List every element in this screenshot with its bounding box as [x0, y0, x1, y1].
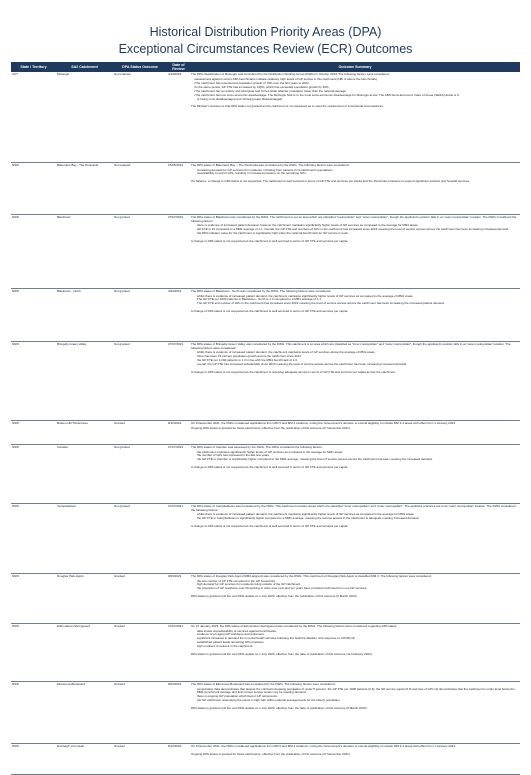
- summary-paragraph: The DPA status of Batemans Bay – The Peninsula was considered by the DWG. The following factors were considered:: [191, 162, 350, 167]
- summary-paragraph: A change to DPA status is not supported as the catchment is well serviced in terms of GP FTE and services per capita.: [191, 238, 349, 243]
- table-row: [11, 444, 520, 503]
- summary-cell: [190, 623, 520, 681]
- summary-paragraph: The GP FTE per 1000 patients in Blacktown - North is 1.4 compared to a MM1 average of 1.1.: [197, 297, 322, 302]
- state-cell: NSW: [11, 573, 56, 623]
- summary-paragraph: whilst there is evidence of increased patient demand, the catchment maintains levels of GP services above the average of MM1 areas.: [197, 350, 376, 355]
- state-cell: NSW: [11, 623, 56, 681]
- table-row: [11, 341, 520, 420]
- state-cell: NSW: [11, 162, 56, 214]
- summary-cell: [190, 420, 520, 444]
- summary-paragraph: high numbers of retirees in the catchment.: [197, 644, 254, 649]
- summary-cell: [190, 503, 520, 573]
- state-cell: NSW: [11, 420, 56, 444]
- status-cell: Not granted: [113, 503, 167, 573]
- summary-paragraph: (1 being most disadvantaged and 10 being least disadvantaged).: [197, 96, 284, 101]
- summary-paragraph: the low number of GP FTE compared to the GP household.: [197, 578, 276, 583]
- summary-paragraph: On 27 January 2023, the DPA status of Edmondson-Springwood was considered by the DWG. The following factors were considered regarding DPA status:: [191, 623, 398, 628]
- summary-paragraph: On 8 December 2021, the DWG considered applications from MM 5 and MM 4 locations, noting the Government's decision to extend eligibility to include MM 3-4 areas with effect from 1 January 2023.: [191, 743, 456, 748]
- summary-paragraph: increasing demand for GP services from patients, including from patients from catchments populations.: [197, 167, 334, 172]
- document-title-line-2: Exceptional Circumstances Review (ECR) Outcomes: [118, 42, 413, 56]
- catchment-cell: Molonglo: [56, 72, 113, 162]
- state-cell: NSW: [11, 288, 56, 341]
- table-row: [11, 573, 520, 623]
- summary-paragraph: evidence of an aging GP workforce and retirement.: [197, 632, 265, 637]
- catchment-cell: Camden: [56, 444, 113, 503]
- summary-paragraph: DPA status is granted until the next DPA update on 1 July 2023, effective from the publication of this outcome (9 March 2023).: [191, 593, 358, 598]
- summary-paragraph: data shows unpredictability of services against benchmarks.: [197, 628, 277, 633]
- header-state: State / Territory: [11, 62, 56, 72]
- document-title-line-1: Historical Distribution Priority Areas (DPA): [149, 25, 382, 39]
- summary-paragraph: Ongoing DPA status is granted for these catchments, effective from the publication of this outcome (27 December 2021).: [191, 425, 351, 430]
- summary-paragraph: comparative data demonstrates that despite the minimal increasing population of under 5 percent, the GP FTE per 1000 patients (0.6), the GP service capita (0.9) and loss of GPs (4) demonstrates that the catchment is under level below the MM1 benchmark average and that current service levels may be meeting demand.: [197, 686, 515, 695]
- catchment-cell: Blacktown - North: [56, 288, 113, 341]
- table-row: [11, 743, 520, 774]
- date-cell: 15/05/2023: [167, 162, 190, 214]
- catchment-cell: Ellenmere-Boulevard: [56, 681, 113, 743]
- summary-paragraph: the proportion of GP workforce over 60 working to retire over next and ten years have provided confirmed from one GP services.: [197, 586, 368, 591]
- summary-paragraph: high demand for GP services from patients living outside of the GP catchment.: [197, 582, 301, 587]
- catchment-cell: Everleigh -Cromwell: [56, 743, 113, 774]
- header-summary: Outcome Summary: [190, 62, 520, 72]
- table-row: [11, 72, 520, 162]
- summary-paragraph: established patient loads remaining GPs practices.: [197, 640, 265, 645]
- state-cell: NSW: [11, 214, 56, 288]
- summary-paragraph: On 8 December 2021, the DWG considered applications from MM 5 and MM 4 locations, noting the Government's decision to extend eligibility to include MM 3-4 areas with effect from 1 January 2023.: [191, 420, 456, 425]
- summary-paragraph: A change to DPA status is not supported as the catchment is well serviced in terms of GP FTE and services per capita.: [191, 523, 349, 528]
- summary-paragraph: there is evidence of increased patient demand, however the catchment maintains significantly higher levels of GP services as compared to the average for MM1 areas.: [197, 223, 419, 228]
- status-cell: Granted: [113, 420, 167, 444]
- summary-paragraph: The DPA status of Campbelltown was considered by the DWG. This catchment contains areas which are classified "inner metropolitan" and "outer metropolitan". The applicant practices are in an 'outer metropolitan' location. The DWG considered the following factors:: [191, 503, 516, 512]
- catchment-cell: Batemans Bay - The Peninsula: [56, 162, 113, 214]
- table-row: [11, 162, 520, 214]
- summary-cell: [190, 573, 520, 623]
- bullet-point: • In the same period, GP FTE has increased by 136%, which has exceeded population growth by 26%.: [191, 86, 519, 90]
- table-row: [11, 623, 520, 681]
- summary-paragraph: The DPA status of Douglas Park-Appin (MM3-aligned) was considered by the DWG. This catchment of Douglas Park-Appin is classified MM 3. The following factors were considered:: [191, 573, 432, 578]
- table-row: [11, 503, 520, 573]
- summary-paragraph: A change of DPA status is not supported as the catchment is well serviced in terms of GP FTE and services per capita.: [191, 308, 349, 313]
- summary-paragraph: The GP FTE and number of GPs in the catchment has increased since 2019 meaning the level of service access across the catchment has been increasing the increased patient demand.: [197, 301, 445, 306]
- summary-cell: [190, 743, 520, 774]
- summary-paragraph: Ongoing DPA status is granted for these catchments, effective from the publication of this outcome (27 December 2021).: [191, 752, 351, 757]
- summary-paragraph: significant increases in demand from mental health services following the bushfire disaster, and response to COVID-19.: [197, 636, 356, 641]
- summary-paragraph: A change to DPA status is not supported as the catchment is well serviced in terms of GP FTE and services per capita.: [191, 464, 349, 469]
- table-row: [11, 214, 520, 288]
- summary-paragraph: whilst there is evidence of increased patient demand, the catchment maintains significantly higher levels of GP services as compared to the average for MM1 areas.: [197, 512, 415, 517]
- summary-paragraph: The DPA status of Ellenmere-Boulevard was considered by the DWG. The following factors were considered:: [191, 681, 336, 686]
- summary-cell: [190, 288, 520, 341]
- bullet-point: • assessment against current DPA benchmarks indicate relatively high levels of GP service in this catchment (NB: is above the benchmark).: [191, 78, 519, 82]
- state-cell: ACT: [11, 72, 56, 162]
- date-cell: 8/12/2022: [167, 743, 190, 774]
- summary-cell: [190, 72, 520, 162]
- summary-paragraph: The Minister's decision is that DPA status not granted as the catchment is not assessed as to meet the requirement of exceptional circumstances.: [191, 104, 384, 109]
- summary-paragraph: whilst there is evidence of increased patient demand, the catchment maintains significantly higher levels of GP services as compared to the average of MM1 areas.: [197, 293, 414, 298]
- date-cell: 27/07/2023: [167, 444, 190, 503]
- summary-paragraph: there has been 19 percent population growth across the catchment since 2017.: [197, 354, 303, 359]
- summary-paragraph: the GP FTE in Camden is significantly higher compared to the MM1 average, meaning the level of service access across the catchment has been meeting the increased demand.: [197, 457, 433, 462]
- status-cell: Granted: [113, 743, 167, 774]
- status-cell: Not Granted: [113, 72, 167, 162]
- summary-paragraph: The DPA status of Blacktown - North was considered by the DWG. The following factors were considered:: [191, 288, 332, 293]
- summary-paragraph: the GP FTE in Campbelltown is significantly higher compared to a MM1 average, meaning the service access in the catchment is adequate meeting increased demand.: [197, 516, 420, 521]
- summary-paragraph: the GP catchment 'attempting the points in high with within national average levels for the elderly population.: [197, 698, 341, 703]
- bullet-point: • The catchment has experienced population growth of 79% over the last years to 2022.: [191, 82, 519, 86]
- summary-cell: [190, 341, 520, 420]
- date-cell: 9/03/2023: [167, 681, 190, 743]
- summary-paragraph: A change to DPA status is not supported as the catchment is receiving adequate service in terms of GP FTE and services per capita across the catchment.: [191, 369, 396, 374]
- summary-paragraph: the catchment maintains significantly higher levels of GP services as compared to the average for MM1 areas.: [197, 449, 344, 454]
- date-cell: 9/03/2023: [167, 573, 190, 623]
- summary-paragraph: On balance, a change to DPA status is not supported. The catchment is well serviced in terms of GP FTE and services per capita and the Peninsula continues to support significant practice and hospital services.: [191, 178, 470, 183]
- summary-cell: [190, 444, 520, 503]
- bullet-point: • The catchment has an elderly and Aboriginal and Torres Strait Islander population lower than the national average.: [191, 90, 519, 94]
- status-cell: Granted: [113, 573, 167, 623]
- summary-paragraph: the GP FTE per 1,000 patients is 1.3 in line with the MM1 benchmark of 1.0.: [197, 358, 298, 363]
- summary-paragraph: the number of GPs has increased in the last few years.: [197, 453, 270, 458]
- date-cell: 4/10/2023: [167, 72, 190, 162]
- catchment-cell: Broken Hill *Rowntrees: [56, 420, 113, 444]
- summary-paragraph: the DPA indicator value for the catchment is significantly high when the national benchmark for GP service is tools.: [197, 231, 349, 236]
- status-cell: Not granted: [113, 444, 167, 503]
- state-cell: NSW: [11, 444, 56, 503]
- summary-paragraph: there is ongoing GP population which favour GP retirements.: [197, 694, 278, 699]
- summary-paragraph: GP FTE in 10 compared to a MM1 average of 1.1. Overall, the GP FTE and numbers of GPs in the catchment has increased since 2019 meaning the level of service access across the catchment has been increasing increased demand.: [197, 227, 509, 232]
- summary-paragraph: The DPA status of Bringelly-Green Valley was considered by the DWG. This catchment is an area which are classified as "inner metropolitan" and "outer metropolitan", though the applicant's position falls in an 'outer metropolitan' location. The following factors were considered:: [191, 341, 511, 350]
- catchment-cell: Blacktown: [56, 214, 113, 288]
- table-row: [11, 420, 520, 444]
- status-cell: Not granted: [113, 341, 167, 420]
- status-cell: Granted: [113, 623, 167, 681]
- summary-paragraph: The DPA status of Camden was assessed by the DWG. The DWG considered the following factors:: [191, 444, 323, 449]
- summary-cell: [190, 214, 520, 288]
- date-cell: 27/07/2023: [167, 341, 190, 420]
- summary-paragraph: unavailability to recruit GPs, resulting in increased pressure on the remaining GPs.: [197, 171, 307, 176]
- date-cell: 27/07/2023: [167, 214, 190, 288]
- state-cell: NSW: [11, 681, 56, 743]
- date-cell: 27/07/2023: [167, 503, 190, 573]
- header-catchment: SA2 Catchment: [56, 62, 113, 72]
- date-cell: 4/04/2023: [167, 288, 190, 341]
- catchment-cell: Douglas Park-Appin: [56, 573, 113, 623]
- catchment-cell: Bringelly-Green Valley: [56, 341, 113, 420]
- state-cell: NSW: [11, 743, 56, 774]
- state-cell: NSW: [11, 503, 56, 573]
- date-cell: 27/07/2023: [167, 623, 190, 681]
- header-date: Date of Review: [167, 62, 190, 72]
- summary-paragraph: DPA status is granted until the next DPA update on 1 July 2023, effective from the date of publication of this outcome (9 March 2023).: [191, 705, 368, 710]
- date-cell: 8/12/2022: [167, 420, 190, 444]
- catchment-cell: Edmondson-Springwood: [56, 623, 113, 681]
- summary-paragraph: overall, the GP FTE has increased substantially since 2019 meaning the level of service access across the catchment has been increasing increased demand.: [197, 362, 408, 367]
- catchment-cell: Campbelltown: [56, 503, 113, 573]
- status-cell: Granted: [113, 681, 167, 743]
- status-cell: Not granted: [113, 288, 167, 341]
- summary-paragraph: The DPA status of Blacktown was considered by the DWG. The catchment is not an area which are classified "metropolitan" and "outer metropolitan", though the applicant's position falls in an 'outer metropolitan' location. The DWG considered the following factors:: [191, 214, 517, 223]
- bullet-point: • The catchment has low socio-economic disadvantage. The Molonglo SA2 is in the most socio-economic disadvantage for Molonglo at low. The ABS Socio-Economic Index of Areas (SEIFA) decile is 9.: [191, 94, 519, 98]
- table-header-row: [11, 62, 520, 72]
- summary-paragraph: The DPA classification of Molonglo was considered by the Distribution Working Group (DWG) in October 2023. The following factors were considered:: [191, 72, 390, 77]
- state-cell: NSW: [11, 341, 56, 420]
- summary-paragraph: DPA status is granted until the next DPA update on 1 July 2023, effective from the date of publication of this outcome (11 February 2023).: [191, 651, 373, 656]
- outcomes-table: [11, 62, 520, 775]
- table-row: [11, 681, 520, 743]
- table-row: [11, 288, 520, 341]
- summary-cell: [190, 162, 520, 214]
- status-cell: Not granted: [113, 214, 167, 288]
- summary-cell: [190, 681, 520, 743]
- status-cell: Not Granted: [113, 162, 167, 214]
- header-status: DPA Status Outcome: [113, 62, 167, 72]
